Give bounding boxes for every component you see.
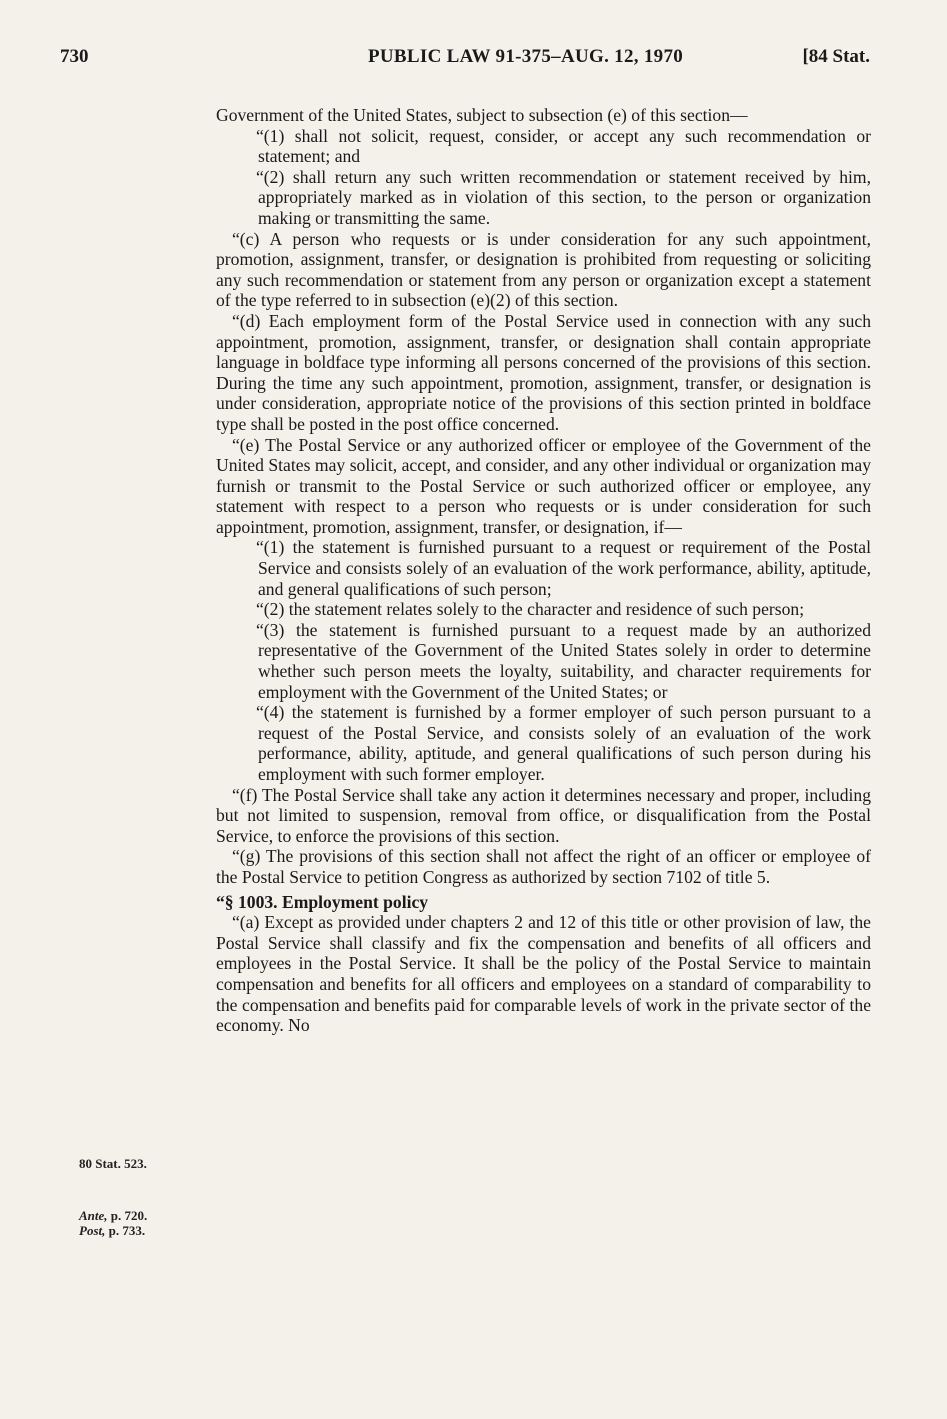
paragraph-intro: Government of the United States, subject to subsection (e) of this section— [216,105,748,125]
margin-ante-page: p. 720. [110,1208,148,1223]
clause-e3: “(3) the statement is furnished pursuant to a request made by an authorized representative of the Government of the United States solely in order to determine whether such person meets the loyalty, suitability, and character requirements for employment with the Government of the United States; or [256,619,871,702]
clause-e2: “(2) the statement relates solely to the character and residence of such person; [256,599,805,620]
page-body [216,105,871,1036]
running-header [60,46,870,74]
page-number: 730 [60,46,89,67]
subsection-e: “(e) The Postal Service or any authorized officer or employee of the Government of the United States may solicit, accept, and consider, and any other individual or organization may furnish or transmit to the Postal Service or such authorized officer or employee, any statement with respect to a person who requests or is under consideration for such appointment, promotion, assignment, transfer, or designation, if— [216,434,871,537]
margin-post: Post, [79,1223,106,1238]
subsection-g: “(g) The provisions of this section shall not affect the right of an officer or employee of the Postal Service to petition Congress as authorized by section 7102 of title 5. [216,846,871,887]
section-heading: “§ 1003. Employment policy [216,891,429,912]
margin-post-page: p. 733. [108,1223,146,1238]
subsection-f: “(f) The Postal Service shall take any action it determines necessary and proper, including but not limited to suspension, removal from office, or disqualification from the Postal Service, to enforce the provisions of this section. [216,784,871,846]
clause-b1: “(1) shall not solicit, request, consider, or accept any such recommendation or statement; and [256,125,871,167]
clause-e4: “(4) the statement is furnished by a former employer of such person pursuant to a request of the Postal Service, and consists solely of an evaluation of the work performance, ability, aptitude, and general qualifications of such person during his employment with such former employer. [256,702,871,784]
clause-b2: “(2) shall return any such written recommendation or statement received by him, appropriately marked as in violation of this section, to the person or organization making or transmitting the same. [256,166,871,228]
margin-note-refs [79,1208,147,1238]
page-title: PUBLIC LAW 91-375–AUG. 12, 1970 [368,46,684,67]
subsection-d: “(d) Each employment form of the Postal Service used in connection with any such appointment, promotion, assignment, transfer, or designation shall contain appropriate language in boldface type informing all persons concerned of the provisions of this section. During the time any such appointment, promotion, assignment, transfer, or designation is under consideration, appropriate notice of the provisions of this section printed in boldface type shall be posted in the post office concerned. [216,310,871,434]
statute-volume: [84 Stat. [802,46,870,67]
margin-ante: Ante, [79,1208,108,1223]
margin-note-stat: 80 Stat. 523. [79,1156,147,1171]
subsection-c: “(c) A person who requests or is under consideration for any such appointment, promotion, assignment, transfer, or designation is prohibited from requesting or soliciting any such recommendation or statement from any person or organization except a statement of the type referred to in subsection (e)(2) of this section. [216,228,871,311]
subsection-1003a: “(a) Except as provided under chapters 2 and 12 of this title or other provision of law, the Postal Service shall classify and fix the compensation and benefits of all officers and employees in the Postal Service. It shall be the policy of the Postal Service to maintain compensation and benefits for all officers and employees on a standard of comparability to the compensation and benefits paid for comparable levels of work in the private sector of the economy. No [216,912,871,1036]
clause-e1: “(1) the statement is furnished pursuant to a request or requirement of the Postal Service and consists solely of an evaluation of the work performance, ability, aptitude, and general qualifications of such person; [256,537,871,599]
